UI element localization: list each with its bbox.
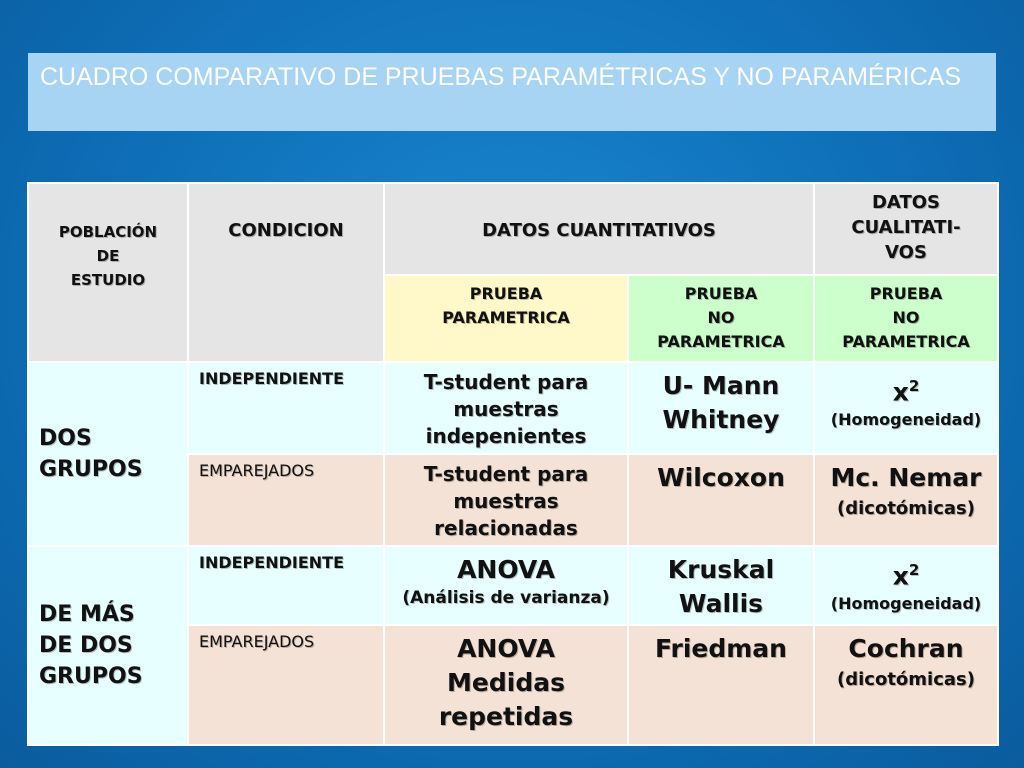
condicion-cell: EMPAREJADOS (188, 454, 384, 546)
no-parametrica-cell: U- Mann Whitney (628, 362, 814, 454)
no-parametrica-cell: Friedman (628, 625, 814, 745)
table-row (28, 362, 998, 454)
condicion-cell: EMPAREJADOS (188, 625, 384, 745)
cualitativa-cell: $x^2$ (Homogeneidad) (814, 546, 998, 625)
header-condicion: CONDICION (188, 183, 384, 362)
condicion-cell: INDEPENDIENTE (188, 546, 384, 625)
parametrica-cell: T-student para muestras relacionadas (384, 454, 628, 546)
header-cualitativos: DATOS CUALITATI- VOS (814, 183, 998, 275)
parametrica-cell: ANOVA Medidas repetidas (384, 625, 628, 745)
no-parametrica-cell: Wilcoxon (628, 454, 814, 546)
group-dos-grupos: DOS GRUPOS (28, 362, 188, 546)
header-poblacion: POBLACIÓN DE ESTUDIO (28, 183, 188, 362)
header-no-parametrica-cualitativa: PRUEBA NO PARAMETRICA (814, 275, 998, 362)
header-no-parametrica: PRUEBA NO PARAMETRICA (628, 275, 814, 362)
table-row (28, 546, 998, 625)
header-cuantitativos: DATOS CUANTITATIVOS (384, 183, 814, 275)
slide-title: CUADRO COMPARATIVO DE PRUEBAS PARAMÉTRICAS Y NO PARAMÉRICAS (28, 53, 996, 131)
header-parametrica: PRUEBA PARAMETRICA (384, 275, 628, 362)
comparison-table (27, 182, 999, 746)
condicion-cell: INDEPENDIENTE (188, 362, 384, 454)
group-mas-de-dos: DE MÁS DE DOS GRUPOS (28, 546, 188, 745)
cualitativa-cell: $x^2$ (Homogeneidad) (814, 362, 998, 454)
cualitativa-cell: Mc. Nemar (dicotómicas) (814, 454, 998, 546)
no-parametrica-cell: Kruskal Wallis (628, 546, 814, 625)
parametrica-cell: T-student para muestras indepenientes (384, 362, 628, 454)
parametrica-cell: ANOVA (Análisis de varianza) (384, 546, 628, 625)
cualitativa-cell: Cochran (dicotómicas) (814, 625, 998, 745)
